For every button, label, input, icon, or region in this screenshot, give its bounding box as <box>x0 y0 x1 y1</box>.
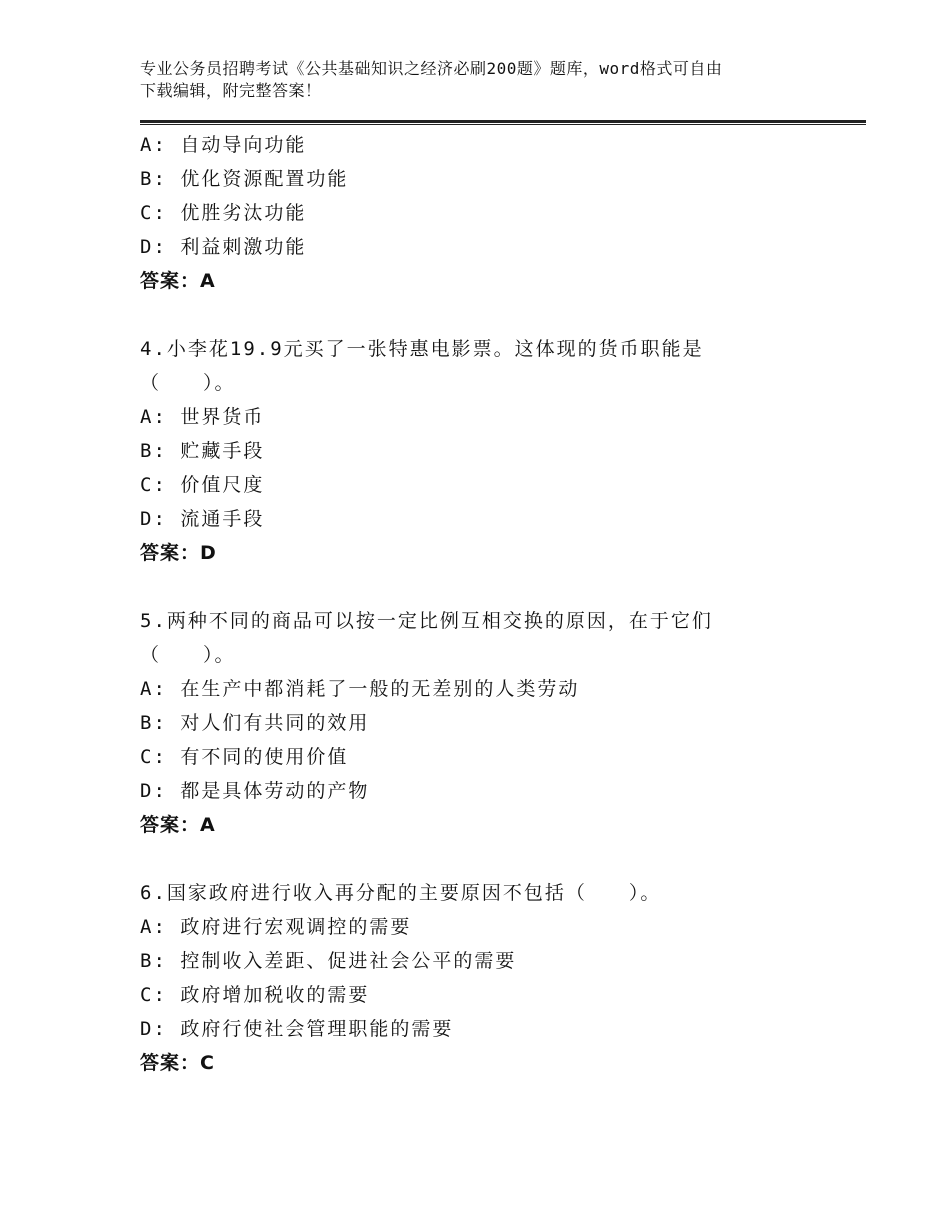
question-list <box>140 128 860 1080</box>
option-a: A: 在生产中都消耗了一般的无差别的人类劳动 <box>140 678 580 700</box>
option-d: D: 流通手段 <box>140 508 265 530</box>
question-5 <box>140 604 860 842</box>
header-line-2: 下载编辑，附完整答案！ <box>140 81 322 100</box>
question-stem: 4.小李花19.9元买了一张特惠电影票。这体现的货币职能是 <box>140 338 704 360</box>
option-a: A: 世界货币 <box>140 406 265 428</box>
question-stem: 6.国家政府进行收入再分配的主要原因不包括（ ）。 <box>140 882 662 904</box>
header-line-1: 专业公务员招聘考试《公共基础知识之经济必刷200题》题库，word格式可自由 <box>140 59 723 78</box>
option-d: D: 利益刺激功能 <box>140 236 307 258</box>
spacer <box>140 842 860 876</box>
question-stem-continued: （ ）。 <box>140 644 236 666</box>
option-b: B: 贮藏手段 <box>140 440 265 462</box>
option-d: D: 都是具体劳动的产物 <box>140 780 370 802</box>
option-a: A: 政府进行宏观调控的需要 <box>140 916 412 938</box>
question-6 <box>140 876 860 1080</box>
document-header <box>140 58 820 102</box>
question-stem: 5.两种不同的商品可以按一定比例互相交换的原因，在于它们 <box>140 610 713 632</box>
option-c: C: 价值尺度 <box>140 474 265 496</box>
answer: 答案：A <box>140 270 216 292</box>
spacer <box>140 570 860 604</box>
question-3 <box>140 128 860 298</box>
answer: 答案：D <box>140 542 217 564</box>
question-4 <box>140 332 860 570</box>
option-c: C: 有不同的使用价值 <box>140 746 349 768</box>
option-c: C: 政府增加税收的需要 <box>140 984 370 1006</box>
question-stem-continued: （ ）。 <box>140 372 236 394</box>
answer: 答案：A <box>140 814 216 836</box>
answer: 答案：C <box>140 1052 215 1074</box>
spacer <box>140 298 860 332</box>
option-b: B: 优化资源配置功能 <box>140 168 349 190</box>
option-a: A: 自动导向功能 <box>140 134 307 156</box>
option-b: B: 对人们有共同的效用 <box>140 712 370 734</box>
option-c: C: 优胜劣汰功能 <box>140 202 307 224</box>
option-d: D: 政府行使社会管理职能的需要 <box>140 1018 454 1040</box>
option-b: B: 控制收入差距、促进社会公平的需要 <box>140 950 517 972</box>
header-divider <box>140 120 866 125</box>
